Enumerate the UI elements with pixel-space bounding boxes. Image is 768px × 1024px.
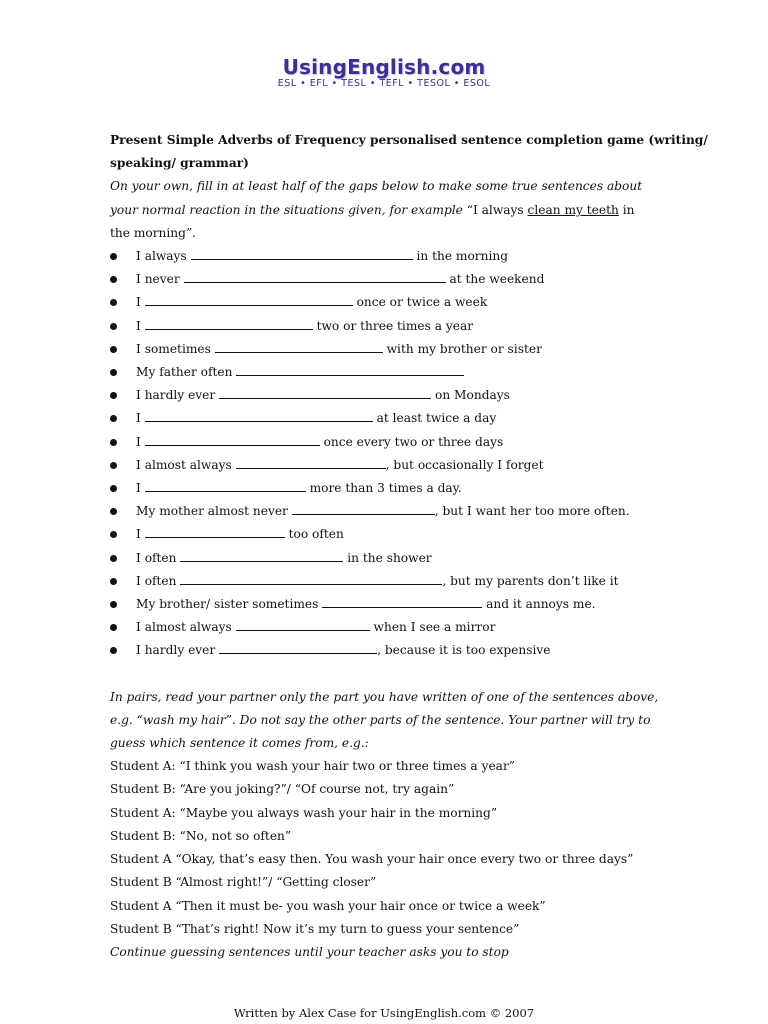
sentence-item [110,338,670,361]
pairs-line-3: guess which sentence it comes from, e.g.: [110,736,369,751]
sentence-end: at least twice a day [376,411,497,426]
instructions-line-2 [110,199,670,222]
sentence-end: more than 3 times a day. [309,481,462,496]
sentence-start: My mother almost never [136,504,288,519]
dialogue-line: Student B “That’s right! Now it’s my turn to guess your sentence” [110,921,520,936]
sentence-item [110,431,670,454]
sentence-end: in the shower [347,550,432,565]
dialogue-line: Student A “Then it must be- you wash your hair once or twice a week” [110,898,546,913]
bullet-icon [110,508,117,515]
answer-blank[interactable] [145,433,320,446]
pairs-line-1: In pairs, read your partner only the part you have written of one of the sentences above, [110,689,659,704]
sentence-list [110,245,670,663]
sentence-end: when I see a mirror [373,620,496,635]
sentence-end: with my brother or sister [386,341,542,356]
worksheet [110,129,708,964]
sentence-item [110,245,670,268]
dialogue-line: Student B: “No, not so often” [110,828,292,843]
answer-blank[interactable] [145,479,306,492]
sentence-start: I [136,411,141,426]
sentence-start: I almost always [136,457,232,472]
sentence-start: I [136,434,141,449]
answer-blank[interactable] [180,549,343,562]
bullet-icon [110,392,117,399]
sentence-item [110,407,670,430]
sentence-end: once every two or three days [323,434,504,449]
sentence-start: I [136,318,141,333]
dialogue-line: Student A “Okay, that’s easy then. You wash your hair once every two or three days” [110,852,634,867]
spacer [110,663,670,686]
answer-blank[interactable] [145,525,285,538]
sentence-start: My father often [136,365,233,380]
bullet-icon [110,439,117,446]
sentence-start: I never [136,272,180,287]
answer-blank[interactable] [180,572,442,585]
sentence-start: I hardly ever [136,643,216,658]
sentence-item [110,384,670,407]
sentence-start: My brother/ sister sometimes [136,597,319,612]
worksheet-title-line-2: speaking/ grammar) [110,156,249,171]
sentence-item [110,500,670,523]
sentence-end: and it annoys me. [486,597,596,612]
sentence-item [110,454,670,477]
worksheet-title-line-1: Present Simple Adverbs of Frequency personalised sentence completion game (writing/ [110,133,708,147]
logo-tagline: ESL • EFL • TESL • TEFL • TESOL • ESOL [277,78,491,89]
answer-blank[interactable] [236,618,370,631]
sentence-item [110,291,670,314]
sentence-item [110,570,670,593]
bullet-icon [110,346,117,353]
bullet-icon [110,485,117,492]
sentence-end: two or three times a year [316,318,474,333]
answer-blank[interactable] [145,317,313,330]
bullet-icon [110,323,117,330]
closing-instruction: Continue guessing sentences until your teacher asks you to stop [110,944,509,959]
bullet-icon [110,369,117,376]
instructions-line-3-text: the morning [110,225,186,240]
sentence-item [110,616,670,639]
sentence-item [110,523,670,546]
answer-blank[interactable] [236,363,464,376]
sentence-end: too often [288,527,344,542]
dialogue-line: Student A: “I think you wash your hair two or three times a year” [110,759,515,774]
sentence-item [110,593,670,616]
sentence-item [110,268,670,291]
sentence-start: I almost always [136,620,232,635]
sentence-start: I hardly ever [136,388,216,403]
answer-blank[interactable] [219,386,431,399]
sentence-item [110,477,670,500]
logo-brand: UsingEnglish.com [282,55,486,79]
dialogue [110,755,670,941]
sentence-end: in the morning [416,249,509,264]
dialogue-line: Student B “Almost right!”/ “Getting closer” [110,875,377,890]
bullet-icon [110,555,117,562]
pairs-line-2: e.g. “wash my hair”. Do not say the other parts of the sentence. Your partner will try to [110,712,651,727]
sentence-end: , because it is too expensive [377,643,551,658]
answer-blank[interactable] [219,641,377,654]
sentence-item [110,361,670,384]
answer-blank[interactable] [236,456,386,469]
dialogue-line: Student B: “Are you joking?”/ “Of course not, try again” [110,782,455,797]
answer-blank[interactable] [292,502,435,515]
sentence-end: once or twice a week [356,295,488,310]
sentence-end: , but I want her too more often. [434,504,630,519]
bullet-icon [110,462,117,469]
sentence-start: I often [136,550,177,565]
bullet-icon [110,276,117,283]
sentence-item [110,547,670,570]
bullet-icon [110,253,117,260]
answer-blank[interactable] [145,293,353,306]
bullet-icon [110,601,117,608]
instructions-line-3-end: ”. [185,225,197,240]
logo [0,55,768,89]
sentence-start: I sometimes [136,341,211,356]
sentence-start: I [136,527,141,542]
answer-blank[interactable] [215,340,383,353]
sentence-item [110,315,670,338]
sentence-start: I [136,295,141,310]
instructions-line-2-text: your normal reaction in the situations given, for example [110,202,467,217]
sentence-start: I [136,481,141,496]
bullet-icon [110,531,117,538]
answer-blank[interactable] [184,270,446,283]
answer-blank[interactable] [191,247,413,260]
answer-blank[interactable] [322,595,482,608]
bullet-icon [110,624,117,631]
sentence-end: on Mondays [434,388,510,403]
sentence-end: at the weekend [449,272,545,287]
answer-blank[interactable] [145,409,373,422]
sentence-end: , but occasionally I forget [385,457,544,472]
bullet-icon [110,647,117,654]
example-after: in [618,202,635,217]
sentence-start: I often [136,573,177,588]
instructions-line-1: On your own, fill in at least half of the gaps below to make some true sentences about [110,179,643,194]
bullet-icon [110,415,117,422]
dialogue-line: Student A: “Maybe you always wash your hair in the morning” [110,805,498,820]
sentence-start: I always [136,249,187,264]
sentence-item [110,639,670,662]
bullet-icon [110,299,117,306]
bullet-icon [110,578,117,585]
footer-credit: Written by Alex Case for UsingEnglish.com © 2007 [233,1006,535,1020]
example-underlined: clean my teeth [527,202,619,217]
instructions-line-3 [110,222,670,245]
example-open: “I always [466,202,528,217]
sentence-end: , but my parents don’t like it [442,573,619,588]
